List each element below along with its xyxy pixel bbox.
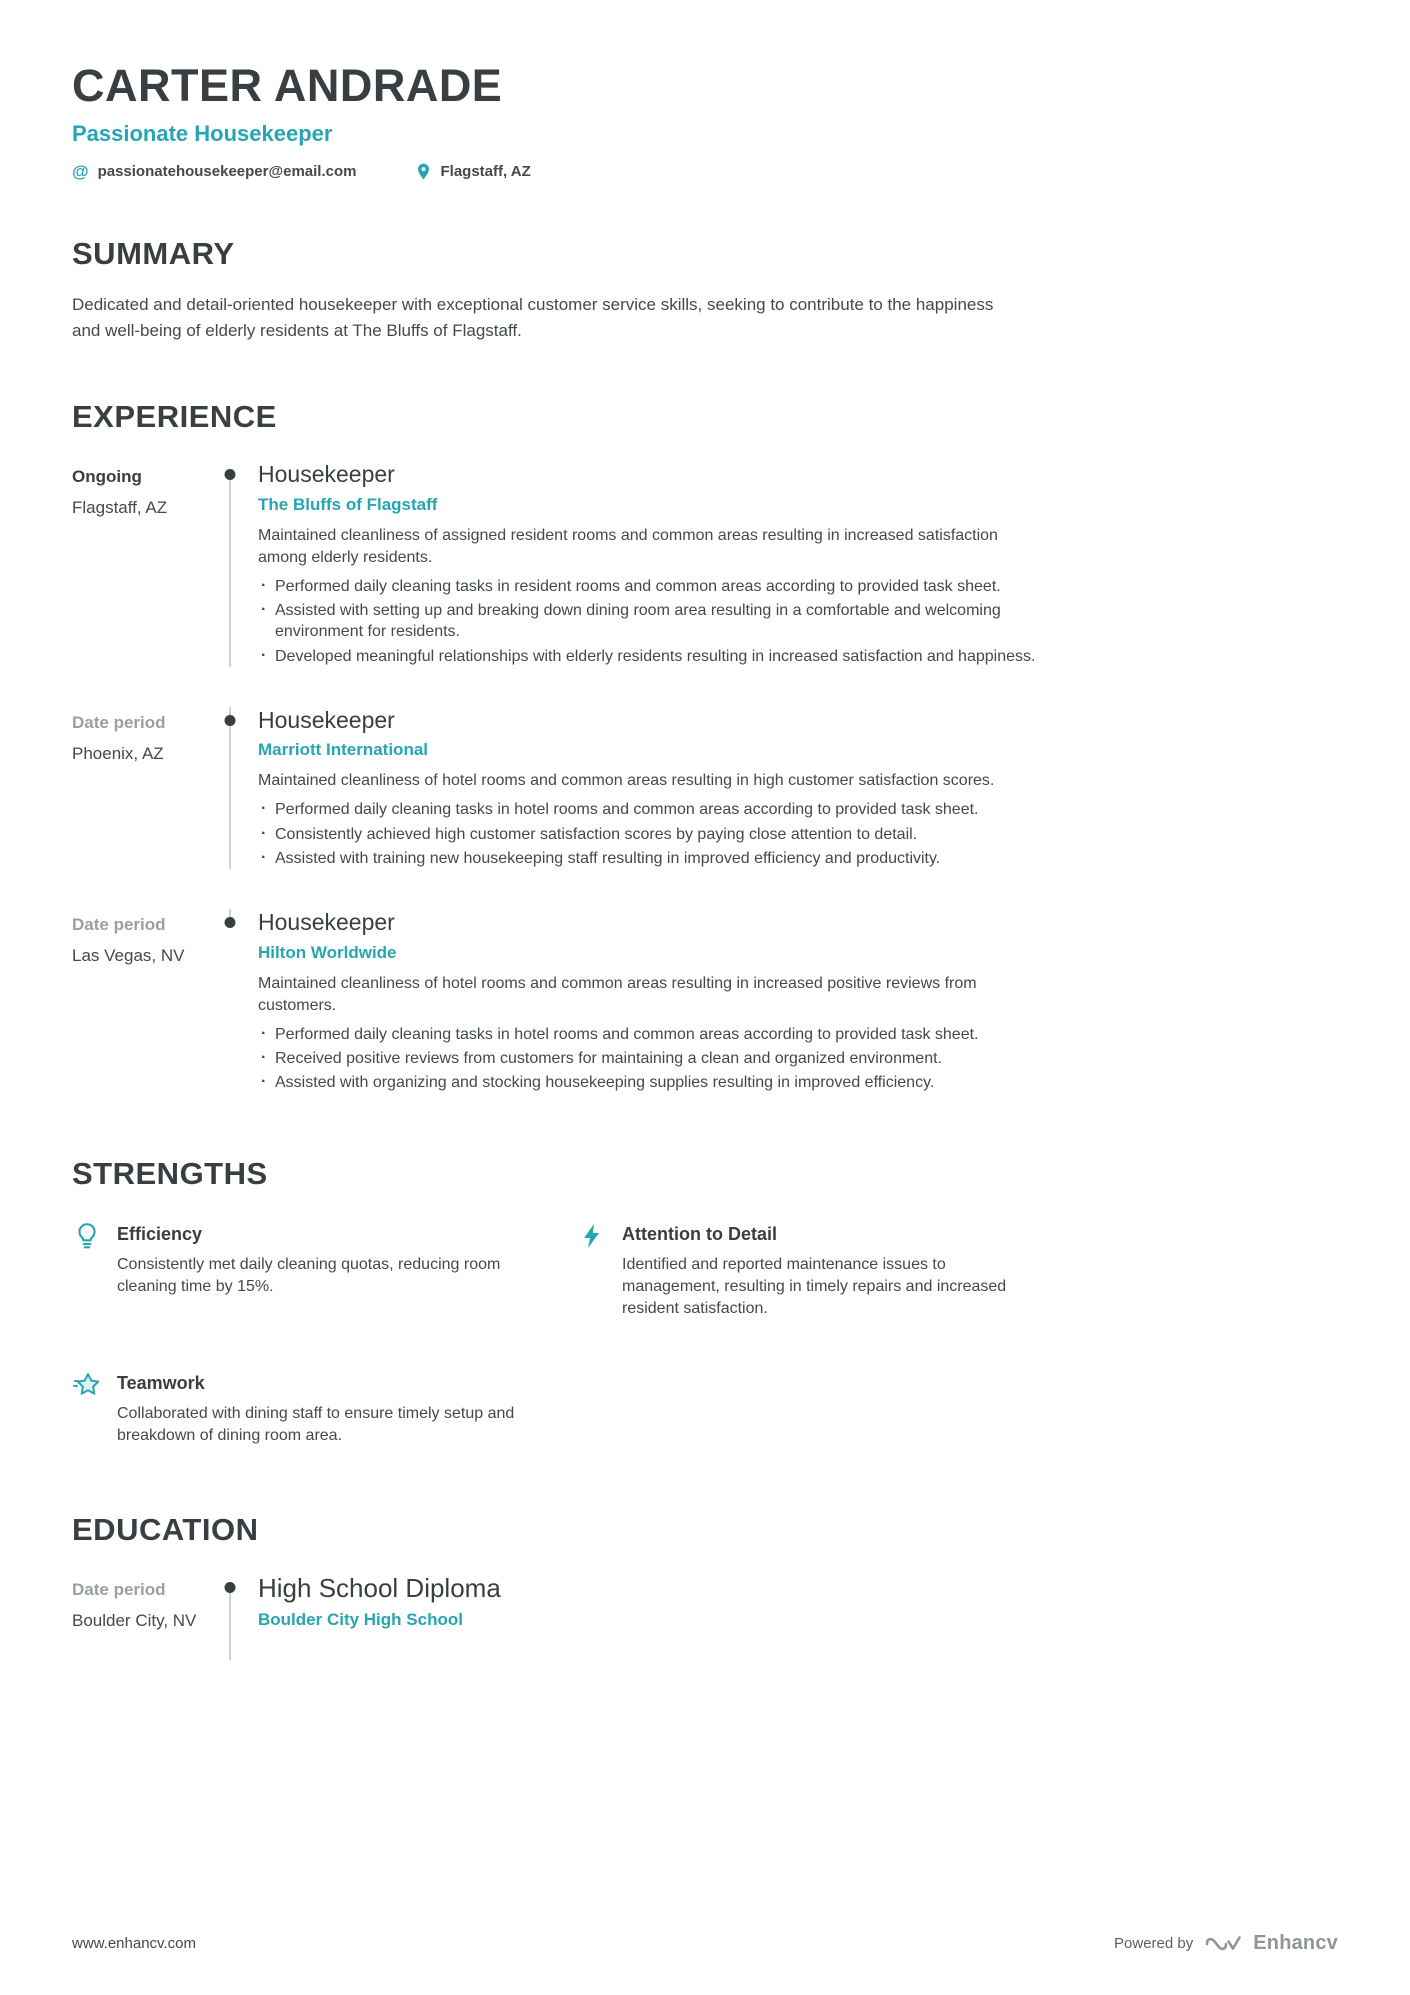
strength-item [72,1222,577,1321]
experience-bullet: · Assisted with setting up and breaking down dining room area resulting in a comfortable and welcoming environment for residents. [258,600,1048,643]
timeline-dot [225,917,236,928]
timeline-dot [225,469,236,480]
experience-role: Housekeeper [258,706,395,733]
strengths-heading: STRENGTHS [72,1155,268,1191]
experience-company: Hilton Worldwide [258,942,397,962]
timeline-segment [218,1574,242,1660]
experience-company: Marriott International [258,740,429,760]
job-title: Passionate Housekeeper [72,121,333,147]
experience-bullets [258,799,1048,869]
experience-bullet: · Received positive reviews from customers for maintaining a clean and organized environment. [258,1048,1048,1069]
email-text: passionatehousekeeper@email.com [97,163,357,181]
experience-bullet: · Performed daily cleaning tasks in hotel rooms and common areas according to provided task sheet. [258,1024,1048,1045]
experience-description: Maintained cleanliness of hotel rooms and common areas resulting in increased positive reviews from customers. [258,974,977,1014]
experience-bullet: · Performed daily cleaning tasks in resident rooms and common areas according to provided task sheet. [258,576,1048,597]
strengths-section [72,1156,1338,1448]
timeline-segment [218,461,242,667]
experience-bullets [258,1024,1048,1094]
location-pin-icon [416,163,431,180]
education-date: Date period [72,1579,166,1599]
lightning-icon [577,1222,607,1252]
strength-text: Identified and reported maintenance issues to management, resulting in timely repairs and increased resident satisfaction. [622,1255,1007,1318]
strength-title: Attention to Detail [622,1223,777,1244]
experience-bullet: · Developed meaningful relationships with elderly residents resulting in increased satisfaction and happiness. [258,646,1048,667]
experience-section [72,399,1338,1093]
strength-text: Consistently met daily cleaning quotas, reducing room cleaning time by 15%. [117,1255,501,1295]
experience-bullets [258,576,1048,667]
education-entries [72,1574,1338,1660]
timeline-dot [225,715,236,726]
strength-title: Efficiency [117,1223,203,1244]
strength-title: Teamwork [117,1372,205,1393]
experience-bullet: · Assisted with training new housekeeping staff resulting in improved efficiency and productivity. [258,848,1048,869]
page-footer [72,1932,1338,1955]
experience-company: The Bluffs of Flagstaff [258,494,438,514]
education-school: Boulder City High School [258,1610,463,1630]
experience-location: Phoenix, AZ [72,743,164,763]
contact-row [72,163,1338,180]
candidate-name: CARTER ANDRADE [72,60,503,111]
strength-item [577,1222,1338,1321]
timeline-segment [218,909,242,1093]
experience-description: Maintained cleanliness of assigned resident rooms and common areas resulting in increased satisfaction among elderly residents. [258,526,998,566]
experience-role: Housekeeper [258,461,395,488]
resume-header [72,62,1338,180]
email-at-icon: @ [72,162,89,182]
brand-name: Enhancv [1253,1932,1338,1954]
summary-text: Dedicated and detail-oriented housekeeper with exceptional customer service skills, seeking to contribute to the happiness and well-being of elderly residents at The Bluffs of Flagstaff. [72,295,994,340]
strength-item [72,1371,577,1448]
email-item[interactable] [72,163,356,180]
experience-date: Date period [72,712,166,732]
experience-date: Date period [72,915,166,935]
experience-description: Maintained cleanliness of hotel rooms and common areas resulting in high customer satisfaction scores. [258,772,995,790]
experience-date: Ongoing [72,467,142,487]
timeline-segment [218,707,242,869]
summary-heading: SUMMARY [72,236,235,272]
powered-by [1114,1932,1338,1955]
enhancv-logo-icon [1205,1933,1241,1955]
star-icon [72,1371,102,1401]
location-text: Flagstaff, AZ [440,163,531,181]
experience-bullet: · Consistently achieved high customer satisfaction scores by paying close attention to detail. [258,824,1048,845]
timeline-dot [225,1582,236,1593]
experience-entries [72,461,1338,1093]
experience-entry [72,707,1338,909]
experience-location: Las Vegas, NV [72,946,185,966]
education-location: Boulder City, NV [72,1610,197,1630]
website-link[interactable]: www.enhancv.com [72,1935,196,1952]
strengths-grid [72,1222,1338,1448]
education-degree: High School Diploma [258,1572,501,1603]
experience-entry [72,909,1338,1093]
education-entry [72,1574,1338,1660]
powered-by-label: Powered by [1114,1935,1194,1952]
experience-entry [72,461,1338,707]
experience-bullet: · Assisted with organizing and stocking housekeeping supplies resulting in improved efficiency. [258,1072,1048,1093]
strength-text: Collaborated with dining staff to ensure timely setup and breakdown of dining room area. [117,1404,515,1445]
experience-heading: EXPERIENCE [72,399,277,435]
experience-role: Housekeeper [258,909,395,936]
summary-section [72,236,1338,343]
lightbulb-icon [72,1222,102,1252]
education-section [72,1512,1338,1660]
education-heading: EDUCATION [72,1511,259,1547]
experience-bullet: · Performed daily cleaning tasks in hotel rooms and common areas according to provided task sheet. [258,799,1048,820]
location-item [416,163,530,180]
experience-location: Flagstaff, AZ [72,498,168,518]
